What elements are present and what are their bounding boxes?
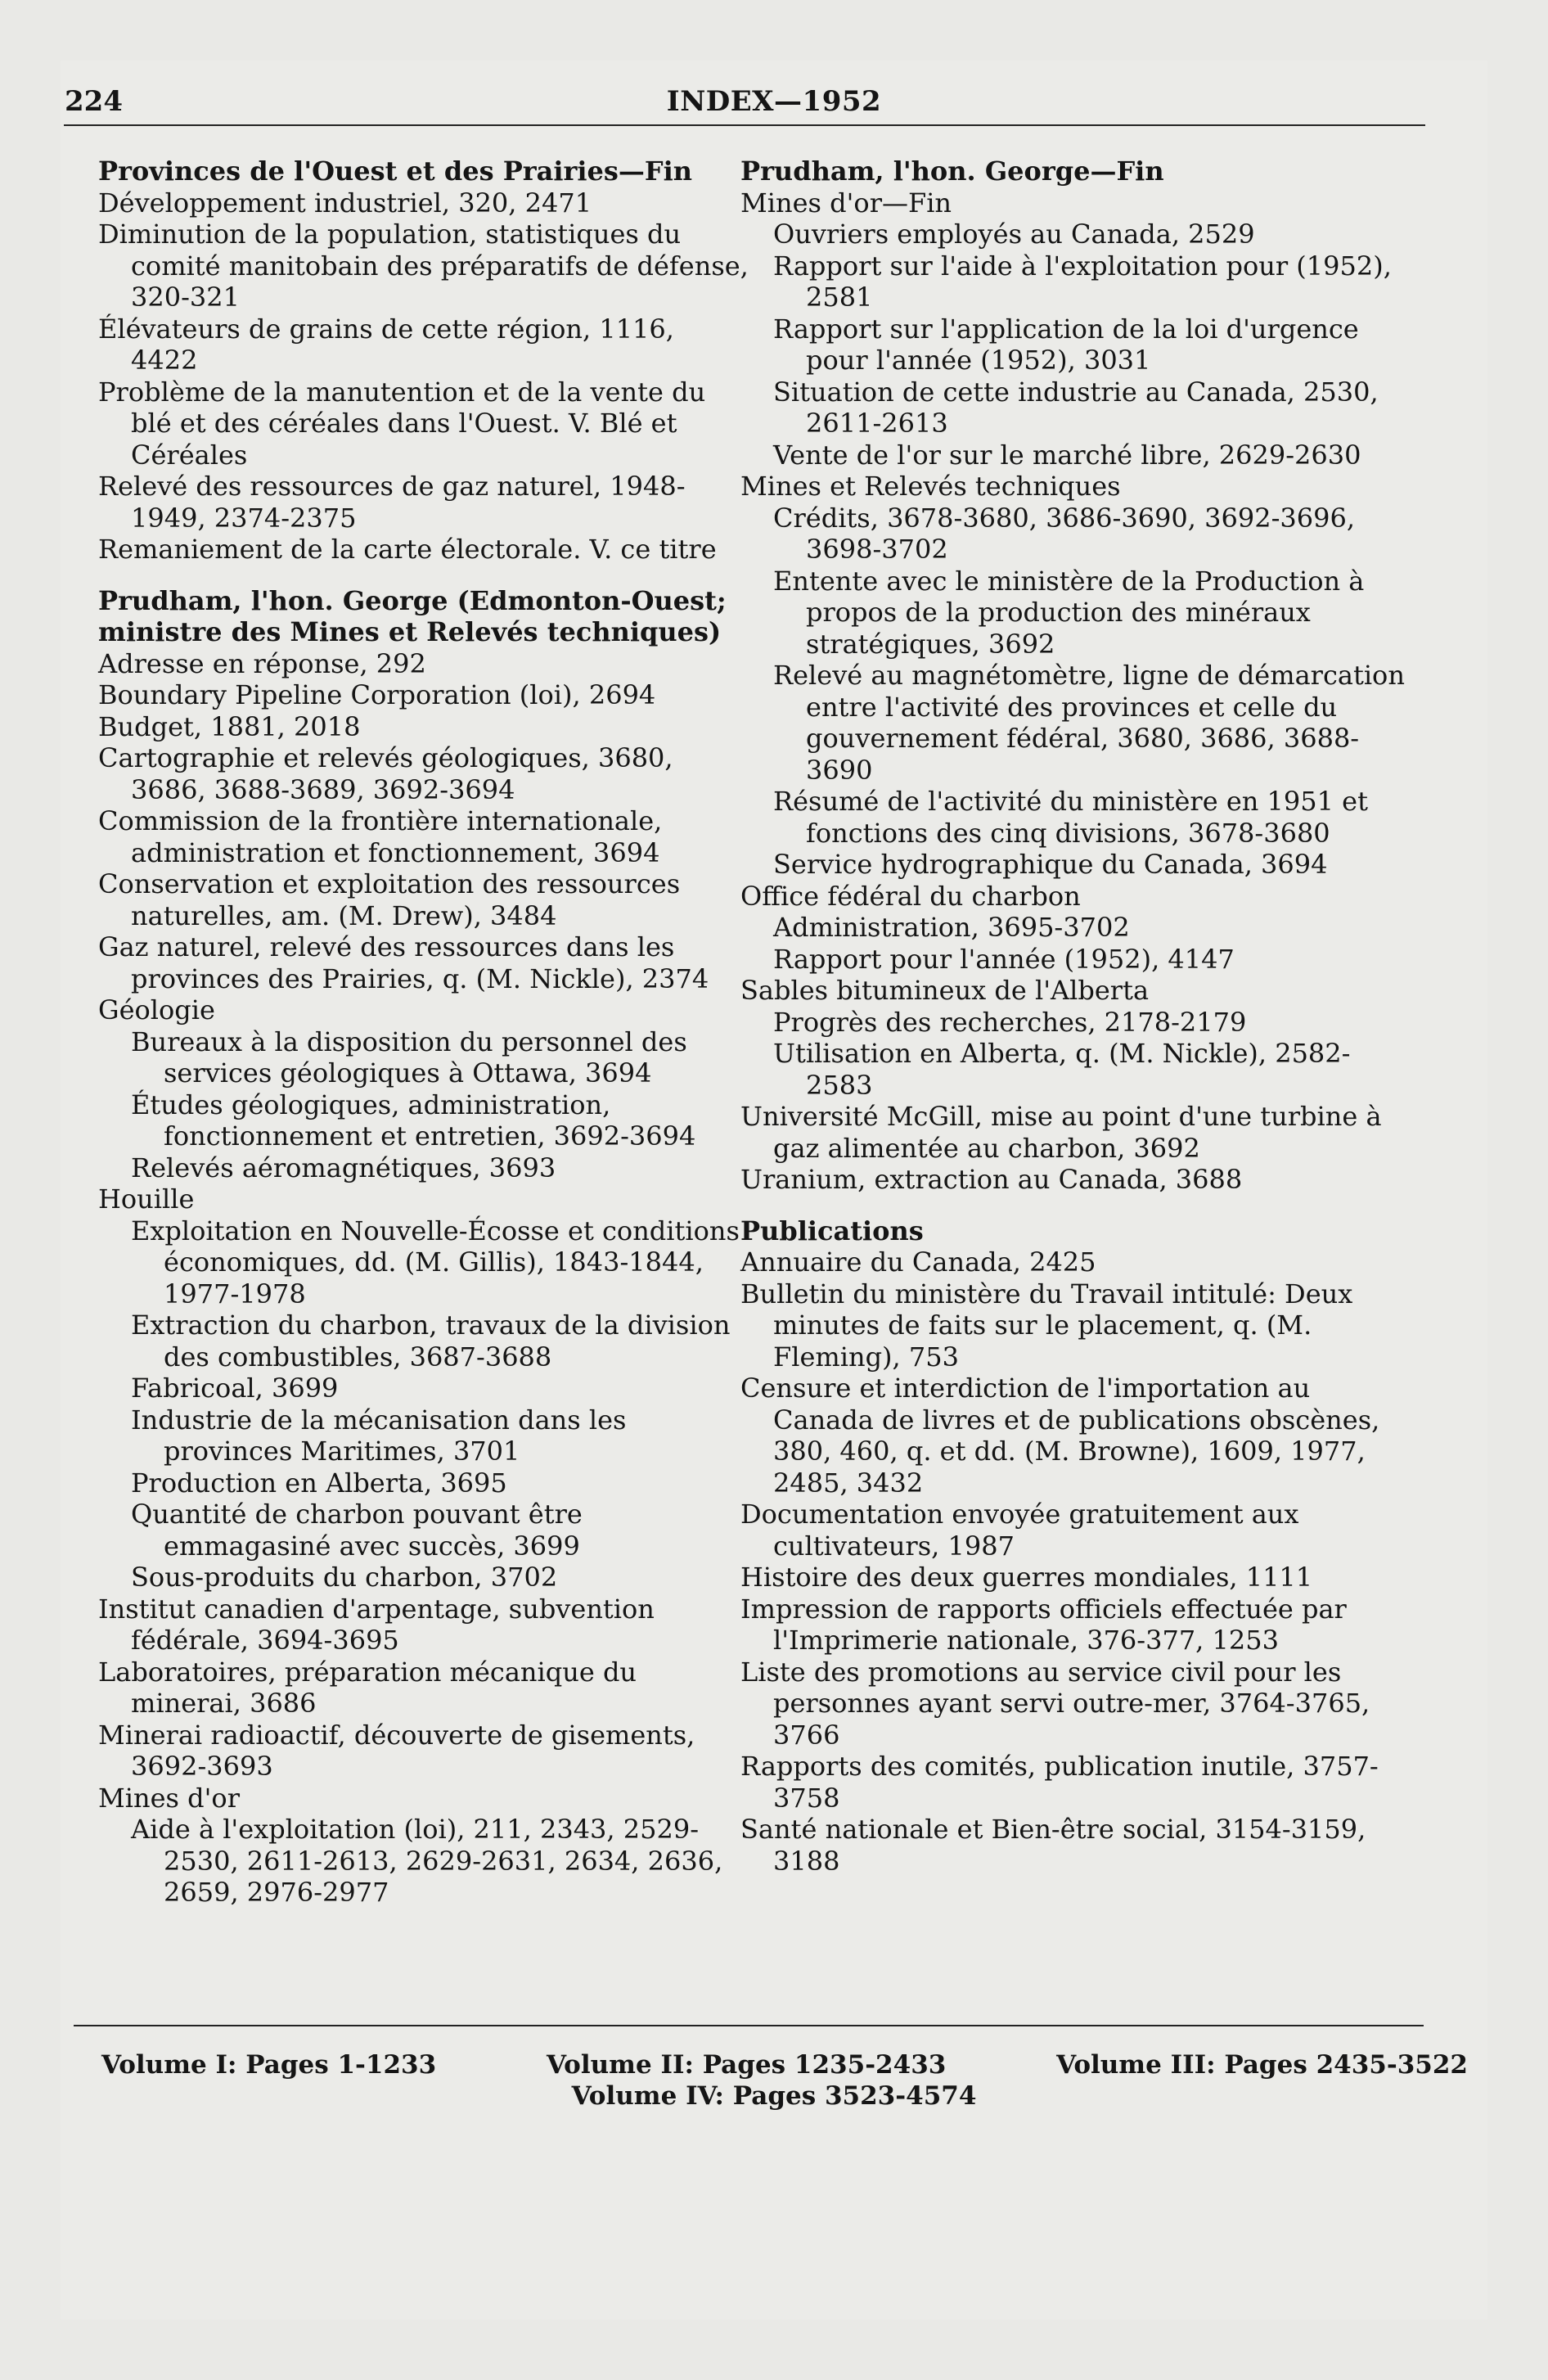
index-heading: Prudham, l'hon. George—Fin [740, 156, 1164, 187]
index-entry: Histoire des deux guerres mondiales, 1111 [740, 1562, 1313, 1593]
left-column [98, 156, 749, 1909]
index-entry: Service hydrographique du Canada, 3694 [773, 849, 1328, 880]
index-entry: Minerai radioactif, découverte de gisements, 3692-3693 [98, 1719, 695, 1782]
index-entry: Cartographie et relevés géologiques, 3680, 3686, 3688-3689, 3692-3694 [98, 742, 673, 805]
index-entry: Relevés aéromagnétiques, 3693 [131, 1152, 556, 1183]
index-entry: Remaniement de la carte électorale. V. ce titre [98, 534, 717, 565]
index-entry: Progrès des recherches, 2178-2179 [773, 1006, 1247, 1038]
index-entry: Fabricoal, 3699 [131, 1373, 339, 1404]
index-entry: Bureaux à la disposition du personnel des services géologiques à Ottawa, 3694 [131, 1025, 687, 1089]
index-entry: Institut canadien d'arpentage, subvention fédérale, 3694-3695 [98, 1593, 655, 1656]
index-entry: Bulletin du ministère du Travail intitulé: Deux minutes de faits sur le placement, q. (M. Fleming), 753 [740, 1278, 1353, 1373]
index-entry: Sous-produits du charbon, 3702 [131, 1562, 558, 1593]
volume-3-range: Volume III: Pages 2435-3522 [1056, 2050, 1468, 2080]
index-entry: Diminution de la population, statistiques du comité manitobain des préparatifs de défense, 320-321 [98, 219, 749, 313]
index-entry: Sables bitumineux de l'Alberta [740, 975, 1150, 1006]
index-entry: Rapport sur l'aide à l'exploitation pour (1952), 2581 [773, 250, 1392, 313]
index-entry: Ouvriers employés au Canada, 2529 [773, 219, 1255, 250]
volume-2-range: Volume II: Pages 1235-2433 [546, 2050, 947, 2080]
index-entry: Impression de rapports officiels effectuée par l'Imprimerie nationale, 376-377, 1253 [740, 1593, 1347, 1656]
index-entry: Résumé de l'activité du ministère en 1951 et fonctions des cinq divisions, 3678-3680 [773, 786, 1368, 849]
index-entry: Élévateurs de grains de cette région, 1116, 4422 [98, 313, 674, 376]
index-entry: Houille [98, 1183, 195, 1215]
index-entry: Utilisation en Alberta, q. (M. Nickle), 2582-2583 [773, 1038, 1351, 1101]
index-entry: Documentation envoyée gratuitement aux cultivateurs, 1987 [740, 1499, 1299, 1562]
index-entry: Situation de cette industrie au Canada, 2530, 2611-2613 [773, 376, 1379, 439]
index-entry: Quantité de charbon pouvant être emmagasiné avec succès, 3699 [131, 1499, 583, 1562]
index-entry: Annuaire du Canada, 2425 [740, 1246, 1096, 1278]
index-entry: Mines et Relevés techniques [740, 471, 1121, 502]
index-heading: Prudham, l'hon. George (Edmonton-Ouest; ministre des Mines et Relevés techniques) [98, 584, 727, 647]
index-entry: Études géologiques, administration, fonctionnement et entretien, 3692-3694 [131, 1089, 696, 1152]
index-entry: Budget, 1881, 2018 [98, 710, 361, 742]
index-entry: Relevé des ressources de gaz naturel, 1948-1949, 2374-2375 [98, 471, 686, 534]
index-entry: Rapports des comités, publication inutile, 3757-3758 [740, 1751, 1379, 1814]
page-number: 224 [65, 85, 123, 118]
index-entry: Laboratoires, préparation mécanique du minerai, 3686 [98, 1656, 637, 1719]
index-entry: Production en Alberta, 3695 [131, 1467, 507, 1499]
index-entry: Université McGill, mise au point d'une turbine à gaz alimentée au charbon, 3692 [740, 1101, 1382, 1164]
index-entry: Mines d'or—Fin [740, 187, 952, 219]
index-entry: Développement industriel, 320, 2471 [98, 187, 592, 219]
index-entry: Liste des promotions au service civil pour les personnes ayant servi outre-mer, 3764-3765, 3766 [740, 1656, 1370, 1751]
bottom-rule [74, 2025, 1424, 2026]
index-entry: Géologie [98, 994, 215, 1025]
index-entry: Uranium, extraction au Canada, 3688 [740, 1164, 1243, 1195]
index-entry: Entente avec le ministère de la Production à propos de la production des minéraux stratégiques, 3692 [773, 565, 1365, 660]
volume-4-range: Volume IV: Pages 3523-4574 [571, 2081, 977, 2111]
index-entry: Relevé au magnétomètre, ligne de démarcation entre l'activité des provinces et celle du gouvernement fédéral, 3680, 3686, 3688-3690 [773, 660, 1405, 786]
index-entry: Aide à l'exploitation (loi), 211, 2343, 2529-2530, 2611-2613, 2629-2631, 2634, 2636, 2659, 2976-2977 [131, 1814, 723, 1908]
index-entry: Industrie de la mécanisation dans les provinces Maritimes, 3701 [131, 1404, 627, 1467]
index-entry: Santé nationale et Bien-être social, 3154-3159, 3188 [740, 1814, 1366, 1877]
index-entry: Conservation et exploitation des ressources naturelles, am. (M. Drew), 3484 [98, 868, 681, 931]
index-entry: Crédits, 3678-3680, 3686-3690, 3692-3696, 3698-3702 [773, 502, 1355, 565]
volume-1-range: Volume I: Pages 1-1233 [101, 2050, 437, 2080]
index-entry: Rapport pour l'année (1952), 4147 [773, 943, 1235, 975]
index-entry: Boundary Pipeline Corporation (loi), 2694 [98, 679, 656, 710]
index-entry: Adresse en réponse, 292 [98, 647, 426, 679]
index-entry: Problème de la manutention et de la vente du blé et des céréales dans l'Ouest. V. Blé et Céréales [98, 376, 706, 471]
index-entry: Rapport sur l'application de la loi d'urgence pour l'année (1952), 3031 [773, 313, 1359, 376]
volume-footer [0, 2049, 1548, 2112]
index-entry: Vente de l'or sur le marché libre, 2629-2630 [773, 439, 1361, 471]
top-rule [64, 124, 1425, 126]
index-entry: Censure et interdiction de l'importation au Canada de livres et de publications obscènes, 380, 460, q. et dd. (M. Browne), 1609, 1977, 2485, 3432 [740, 1373, 1380, 1499]
running-head: INDEX—1952 [666, 85, 882, 118]
index-entry: Mines d'or [98, 1782, 240, 1814]
index-entry: Extraction du charbon, travaux de la division des combustibles, 3687-3688 [131, 1309, 731, 1373]
index-heading: Publications [740, 1215, 924, 1246]
index-entry: Office fédéral du charbon [740, 880, 1081, 912]
right-column [740, 156, 1408, 1877]
index-entry: Exploitation en Nouvelle-Écosse et conditions économiques, dd. (M. Gillis), 1843-1844, 1977-1978 [131, 1215, 740, 1309]
index-entry: Gaz naturel, relevé des ressources dans les provinces des Prairies, q. (M. Nickle), 2374 [98, 931, 709, 994]
index-entry: Commission de la frontière internationale, administration et fonctionnement, 3694 [98, 805, 663, 868]
index-entry: Administration, 3695-3702 [773, 912, 1130, 943]
index-heading: Provinces de l'Ouest et des Prairies—Fin [98, 156, 693, 187]
